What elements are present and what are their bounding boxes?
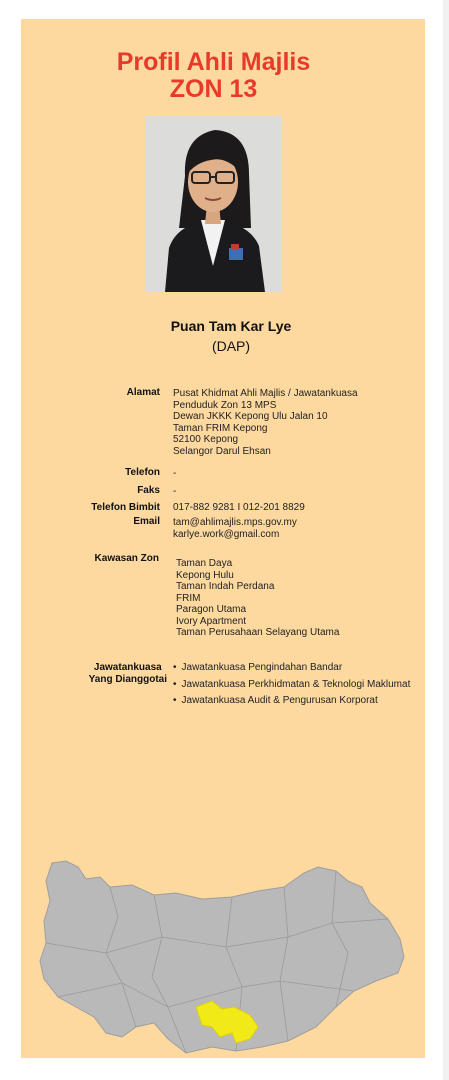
jawatankuasa-item-text: Jawatankuasa Pengindahan Bandar	[181, 662, 343, 673]
alamat-line: 52100 Kepong	[173, 434, 239, 445]
faks-label: Faks	[137, 485, 160, 496]
alamat-label: Alamat	[126, 387, 160, 398]
profile-card	[21, 19, 425, 1058]
email-line: karlye.work@gmail.com	[173, 528, 280, 540]
jawatankuasa-item-text: Jawatankuasa Audit & Pengurusan Korporat	[181, 695, 378, 706]
telefon-bimbit-value: 017-882 9281 I 012-201 8829	[173, 502, 305, 513]
councillor-name: Puan Tam Kar Lye	[170, 318, 292, 334]
kawasan-item: Ivory Apartment	[176, 615, 247, 627]
jawatankuasa-item	[173, 662, 342, 673]
bullet-icon: •	[173, 662, 177, 673]
kawasan-item: Kepong Hulu	[176, 569, 234, 581]
kawasan-item: Taman Perusahaan Selayang Utama	[176, 627, 340, 638]
telefon-label: Telefon	[125, 467, 160, 478]
jawatankuasa-label-line: Jawatankuasa	[93, 662, 162, 673]
kawasan-zon-label: Kawasan Zon	[94, 553, 159, 564]
bullet-icon: •	[173, 695, 177, 706]
page-title	[21, 49, 406, 103]
email-label: Email	[133, 516, 160, 527]
kawasan-item: Taman Daya	[176, 558, 233, 569]
alamat-line: Penduduk Zon 13 MPS	[173, 399, 277, 411]
faks-value: -	[173, 486, 177, 497]
alamat-line: Selangor Darul Ehsan	[173, 445, 271, 457]
jawatankuasa-label	[89, 662, 167, 685]
zone-map-graphic	[36, 857, 416, 1057]
email-line: tam@ahlimajlis.mps.gov.my	[173, 517, 297, 528]
title-line-1: Profil Ahli Majlis	[116, 48, 311, 76]
councillor-photo	[145, 116, 282, 292]
kawasan-item: Paragon Utama	[176, 604, 247, 615]
party-label: (DAP)	[211, 338, 251, 354]
jawatankuasa-label-line: Yang Dianggotai	[88, 673, 167, 685]
jawatankuasa-item	[173, 679, 410, 690]
alamat-line: Dewan JKKK Kepong Ulu Jalan 10	[173, 411, 328, 422]
bullet-icon: •	[173, 679, 177, 690]
email-value	[173, 517, 297, 540]
alamat-line: Taman FRIM Kepong	[173, 422, 268, 434]
jawatankuasa-item-text: Jawatankuasa Perkhidmatan & Teknologi Maklumat	[181, 679, 411, 690]
kawasan-item: FRIM	[176, 592, 201, 604]
kawasan-zon-list	[176, 558, 339, 639]
kawasan-item: Taman Indah Perdana	[176, 581, 275, 592]
telefon-value: -	[173, 468, 177, 479]
telefon-bimbit-label: Telefon Bimbit	[91, 502, 160, 513]
jawatankuasa-item	[173, 695, 378, 706]
zone-map	[36, 857, 416, 1057]
portrait-illustration	[145, 116, 282, 292]
alamat-value	[173, 388, 358, 457]
alamat-line: Pusat Khidmat Ahli Majlis / Jawatankuasa	[173, 388, 358, 399]
page-edge	[443, 0, 449, 1080]
title-line-2: ZON 13	[169, 75, 258, 103]
